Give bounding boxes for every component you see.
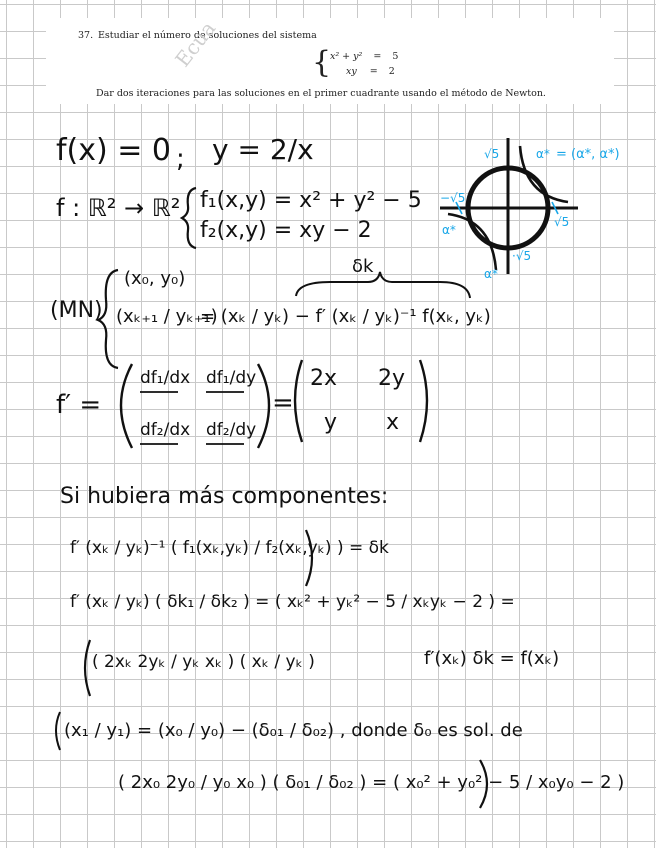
newton-brace	[98, 270, 118, 368]
final-right-paren	[480, 760, 487, 808]
sketch-label-sqrt5-top: √5	[484, 147, 500, 161]
sketch-label-neg-sqrt5-bottom: ·√5	[512, 249, 532, 263]
note-more-heading: Si hubiera más componentes:	[60, 484, 389, 509]
definition-brace	[182, 188, 196, 248]
sketch-graph	[440, 138, 620, 281]
problem-number: 37.	[78, 30, 94, 41]
note-more-line2: f′ (xₖ / yₖ) ( δk₁ / δk₂ ) = ( xₖ² + yₖ² − 5 / xₖyₖ − 2 ) =	[70, 592, 515, 612]
note-jac-m11: 2x	[310, 366, 338, 391]
more-left-paren-b	[85, 640, 90, 696]
note-jac-d21: df₂/dx	[140, 420, 191, 440]
note-jacobian-lhs: f′ =	[56, 390, 102, 420]
eq2-equals: =	[369, 66, 378, 77]
step-left-paren	[56, 712, 60, 750]
sketch-label-sqrt5-right: √5	[554, 215, 570, 229]
more-right-paren-a	[306, 530, 312, 586]
jac-right-paren	[258, 364, 269, 448]
note-jac-m12: 2y	[378, 366, 406, 391]
jac-result-right-paren	[420, 360, 427, 442]
jac-left-paren	[121, 364, 132, 448]
note-more-line1: f′ (xₖ / yₖ)⁻¹ ( f₁(xₖ,yₖ) / f₂(xₖ,yₖ) ) = δk	[70, 538, 389, 558]
note-jac-d12: df₁/dy	[206, 368, 257, 388]
note-newton-init: (x₀, y₀)	[124, 268, 186, 289]
note-f-equals-zero: f(x) = 0	[56, 133, 172, 168]
note-y-equals: y = 2/x	[212, 133, 314, 166]
note-final-line: ( 2x₀ 2y₀ / y₀ x₀ ) ( δ₀₁ / δ₀₂ ) = ( x₀² + y₀² − 5 / x₀y₀ − 2 )	[118, 772, 625, 793]
eq2-left: xy	[346, 66, 357, 77]
note-jac-m22: x	[386, 410, 400, 435]
eq1-left: x² + y²	[330, 51, 363, 62]
note-jac-d11: df₁/dx	[140, 368, 191, 388]
note-delta-k-label: δk	[352, 256, 374, 277]
sketch-label-alpha-pair: = (α*, α*)	[556, 147, 620, 162]
note-newton-rhs: = (xₖ / yₖ) − f′ (xₖ / yₖ)⁻¹ f(xₖ, yₖ)	[200, 306, 491, 327]
eq1-equals: =	[373, 51, 382, 62]
problem-statement: Estudiar el número de soluciones del sistema	[98, 30, 317, 41]
problem-instruction: Dar dos iteraciones para las soluciones en el primer cuadrante usando el método de Newton.	[96, 88, 546, 99]
note-newton-label: (MN)	[50, 298, 103, 323]
note-jac-equals: =	[272, 388, 294, 418]
note-side-eq: f′(xₖ) δk = f(xₖ)	[424, 648, 560, 669]
eq1-right: 5	[392, 51, 399, 62]
sketch-label-alpha-bottom: α*	[484, 267, 498, 281]
note-map: f : ℝ² → ℝ²	[56, 194, 181, 222]
note-step-line: (x₁ / y₁) = (x₀ / y₀) − (δ₀₁ / δ₀₂) , donde δ₀ es sol. de	[64, 720, 523, 741]
note-more-line3: ( 2xₖ 2yₖ / yₖ xₖ ) ( xₖ / yₖ )	[92, 652, 315, 672]
eq2-right: 2	[388, 66, 395, 77]
sketch-label-alpha-star: α*	[536, 147, 550, 161]
sketch-label-neg-sqrt5-left: −√5	[440, 191, 466, 205]
note-separator: ;	[176, 144, 185, 174]
sketch-label-alpha-left: α*	[442, 223, 456, 237]
jac-result-left-paren	[295, 360, 302, 442]
system-brace: {	[312, 45, 332, 80]
note-f2-def: f₂(x,y) = xy − 2	[200, 218, 372, 243]
delta-overbrace	[296, 272, 470, 298]
note-newton-lhs: (xₖ₊₁ / yₖ₊₁)	[116, 306, 218, 327]
note-jac-m21: y	[324, 410, 338, 435]
watermark: Ecua	[170, 16, 221, 72]
note-f1-def: f₁(x,y) = x² + y² − 5	[200, 188, 422, 213]
note-jac-d22: df₂/dy	[206, 420, 257, 440]
